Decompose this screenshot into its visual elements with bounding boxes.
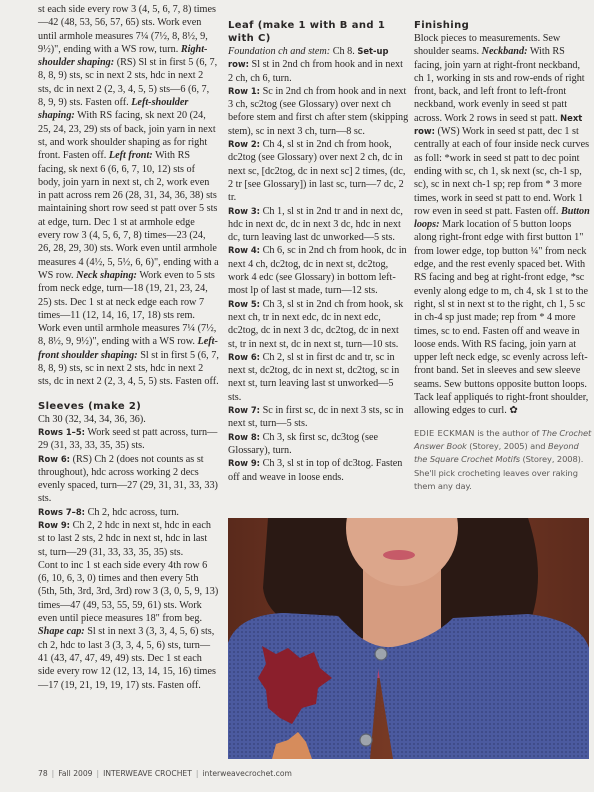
text-run: With RS facing, sk next 6 (6, 6, 7, 10, 12) sts of body, join yarn in next st, ch 2, work even in patt across rem 26 (28, 31, 34, 36, 38) sts maintaining short row seed st patt over 5 sts at edge, turn. Dec 1 st at armhole edge every row 3 (4, 5, 6, 7, 8) times—23 (24, 26, 28, 29, 30) sts. Work even until armhole measures 4 (4½, 5, 5½, 6, 6)", ending with a WS row. [38, 150, 219, 281]
text-run: Ch 4, sl st in 2nd ch from hook, dc2tog (see Glossary) over next 2 ch, dc in next sc, [dc2tog, dc in next sc] 2 times, (dc, 2 tr [see Glossary]) in last sc, turn—7 dc, 2 tr. [228, 139, 406, 204]
text-run: Finishing [414, 20, 470, 31]
instruction-paragraph [228, 298, 409, 351]
step-label: Right-shoulder shaping: [38, 43, 208, 69]
author-bio [414, 427, 592, 493]
text-run: Ch 30 (32, 34, 34, 36, 36). [38, 413, 146, 425]
row-label: Row 8: [228, 431, 261, 442]
text-run: Foundation ch and stem: [228, 46, 331, 57]
text-run: Leaf (make 1 with B and 1 with C) [228, 20, 386, 44]
step-label: Left-shoulder shaping: [38, 97, 189, 122]
row-label: Row 4: [228, 245, 261, 256]
text-run: (WS) Work in seed st patt, dec 1 st centrally at each of four inside neck curves as foll: *work in seed st patt to dec point ending with sc, ch 1, sk next (sc, ch-1 sp, sc), sc in next ch-1 sp; rep from * 3 more times, work in seed st patt to end. Work 1 row even in seed st patt. Fasten off. [414, 126, 590, 217]
row-label: Row 7: [228, 405, 261, 416]
instruction-paragraph [38, 413, 219, 426]
text-run: With RS facing, join yarn at right-front neckband, ch 1, working in sts and row-ends of right front, back, and left front to left-front neckband, work evenly in seed st patt across. Work 2 rows in seed st patt. [414, 46, 585, 124]
text-run: ✿ [509, 405, 518, 417]
text-run: Work seed st patt across, turn—29 (31, 33, 33, 35, 35) sts. [38, 426, 218, 452]
instruction-paragraph [228, 351, 409, 404]
text-run: Ch 3, sk first sc, dc3tog (see Glossary), turn. [228, 431, 379, 456]
text-run: st each side every row 3 (4, 5, 6, 7, 8) times—42 (48, 53, 56, 57, 65) sts. Work even until armhole measures 7¼ (7½, 8, 8½, 9, 9½)", ending with a WS row, turn. [38, 4, 216, 55]
text-run: (Storey, 2008). She'll pick crocheting leaves over raking them any day. [414, 454, 584, 491]
text-run: Work even to 5 sts from neck edge, turn—18 (19, 21, 23, 24, 25) sts. Dec 1 st at neck edge each row 7 times—11 (12, 14, 16, 17, 18) sts rem. Work even until armhole measures 7¼ (7½, 8, 8½, 9, 9½)", ending with a WS row. [38, 269, 217, 348]
instruction-paragraph [228, 45, 409, 85]
instruction-paragraph [414, 32, 592, 418]
instruction-paragraph [228, 205, 409, 245]
page-number: 78 [38, 769, 48, 778]
page-footer [38, 769, 292, 778]
text-run: Ch 2, hdc across, turn. [85, 506, 179, 518]
row-label: Row 3: [228, 205, 261, 216]
step-label: Button loops: [414, 205, 590, 231]
row-label: Rows 7–8: [38, 506, 86, 517]
text-run: Ch 3, sl st in 2nd ch from hook, sk next ch, tr in next edc, dc in next edc, dc2tog, dc in next 3 dc, dc2tog, dc in next st, tr in next st, dc in next st, turn—10 sts. [228, 298, 404, 350]
text-run: Sl st in first 5 (6, 7, 8, 8, 9) sts, sc in next 2 sts, hdc in next 2 sts, dc in next 2 (2, 3, 4, 5, 5) sts. Fasten off. [38, 349, 219, 388]
text-run: Ch 3, sl st in top of dc3tog. Fasten off and weave in loose ends. [228, 458, 403, 483]
row-label: Row 2: [228, 139, 261, 150]
row-label: Row 5: [228, 298, 261, 309]
text-run: Beyond the Square Crochet Motifs [414, 440, 579, 465]
step-label: Shape cap: [38, 626, 85, 638]
instruction-paragraph [38, 506, 219, 519]
magazine-name: INTERWEAVE CROCHET [103, 769, 192, 778]
text-run: (Storey, 2005) and [466, 440, 548, 451]
instruction-paragraph [38, 426, 219, 453]
column-right [414, 19, 592, 493]
text-run: Ch 8. [330, 46, 358, 57]
text-run: Sl st in next 3 (3, 3, 4, 5, 6) sts, ch 2, hdc to last 3 (3, 3, 4, 5, 6) sts, turn—41 (43, 47, 47, 49, 49) sts. Dec 1 st each side every row 12 (12, 13, 14, 15, 16) times—17 (19, 21, 19, 19, 17) sts. Fasten off. [38, 626, 216, 691]
column-left [38, 3, 219, 692]
lips [383, 550, 415, 560]
instruction-paragraph [228, 138, 409, 204]
text-run: Ch 1, sl st in 2nd tr and in next dc, hdc in next dc, dc in next 3 dc, hdc in next dc, turn leaving last dc unworked—5 sts. [228, 205, 403, 244]
instruction-paragraph [228, 244, 409, 297]
row-label: Row 1: [228, 85, 261, 96]
row-label: Row 9: [228, 458, 261, 469]
step-label: Left front: [108, 150, 153, 162]
instruction-paragraph [228, 404, 409, 431]
text-run: Sc in first sc, dc in next 3 sts, sc in next st, turn—5 sts. [228, 405, 404, 430]
button-top [375, 648, 387, 660]
step-label: Neckband: [481, 46, 528, 58]
text-run: Mark location of 5 button loops along right-front edge with first button 1" from lower edge, top button ¼" from neck edge, and the rest evenly spaced bet. With RS facing and beg at right-front edge, *sc evenly along edge to m, ch 4, sk 1 st to the right, sl st in next st to the right, ch 1, 5 sc in ch-4 sp just made; rep from * 4 more times, sc to end. Fasten off and weave in loose ends. With RS facing, join yarn at upper left neck edge, sc evenly across left-front band. Set in sleeves and sew sleeve seams. Sew buttons opposite button loops. Tack leaf appliqués to right-front shoulder, allowing edges to curl. [414, 219, 589, 417]
text-run: Cont to inc 1 st each side every 4th row 6 (6, 10, 6, 3, 0) times and then every 5th (5th, 5th, 3rd, 3rd, 3rd) row 3 (3, 0, 5, 9, 13) times—47 (49, 53, 55, 59, 61) sts. Work even until piece measures 18" from beg. [38, 559, 219, 625]
instruction-paragraph [228, 85, 409, 138]
text-run: The Crochet Answer Book [414, 427, 592, 451]
text-run: (RS) Sl st in first 5 (6, 7, 8, 8, 9) sts, sc in next 2 sts, hdc in next 2 sts, dc in next 2 (2, 3, 4, 5, 5) sts—6 (6, 7, 8, 9, 9) sts. Fasten off. [38, 57, 218, 109]
row-label: Row 9: [38, 519, 71, 530]
text-run: Ch 6, sc in 2nd ch from hook, dc in next 4 ch, dc2tog, dc in next st, dc2tog, work 4 edc (see Glossary) in bottom left-most lp of last st made, turn—12 sts. [228, 245, 407, 297]
button-bottom [360, 734, 372, 746]
instruction-paragraph [228, 431, 409, 458]
text-run: EDIE ECKMAN [414, 427, 475, 438]
section-heading [228, 19, 409, 45]
text-run: (RS) Ch 2 (does not counts as st throughout), hdc across working 2 decs evenly spaced, turn—27 (29, 31, 31, 33, 33) sts. [38, 453, 218, 505]
instruction-paragraph [38, 453, 219, 506]
instruction-paragraph [38, 519, 219, 559]
row-label: Set-up row: [228, 46, 389, 70]
text-run: Ch 2, 2 hdc in next st, hdc in each st to last 2 sts, 2 hdc in next st, hdc in last st, turn—29 (31, 33, 33, 35, 35) sts. [38, 519, 211, 558]
text-run: Block pieces to measurements. Sew shoulder seams. [414, 33, 561, 58]
cardigan-photo [228, 518, 589, 759]
text-run: Sl st in 2nd ch from hook and in next 2 ch, ch 6, turn. [228, 59, 403, 84]
website: interweavecrochet.com [202, 769, 292, 778]
separator: | [96, 769, 100, 778]
instruction-paragraph [228, 457, 409, 484]
separator: | [51, 769, 55, 778]
text-run: is the author of [474, 427, 542, 438]
column-middle [228, 19, 409, 484]
row-label: Rows 1–5: [38, 426, 86, 437]
step-label: Left-front shoulder shaping: [38, 336, 218, 361]
text-run: Ch 2, sl st in first dc and tr, sc in next st, dc2tog, dc in next st, dc2tog, sc in next st, turn leaving last st unworked—5 sts. [228, 351, 400, 403]
row-label: Row 6: [228, 351, 261, 362]
section-heading [38, 400, 219, 413]
instruction-paragraph [38, 559, 219, 692]
separator: | [195, 769, 199, 778]
text-run: Sleeves (make 2) [38, 400, 142, 412]
text-run: Sc in 2nd ch from hook and in next 3 ch, sc2tog (see Glossary) over next ch before stem and first ch after stem (skipping stem), sc in next 3 ch, turn—8 sc. [228, 85, 409, 137]
text-run: With RS facing, sk next 20 (24, 25, 24, 23, 29) sts of back, join yarn in next st, and work shoulder shaping as for right front. Fasten off. [38, 110, 216, 162]
issue-date: Fall 2009 [58, 769, 93, 778]
row-label: Next row: [414, 112, 583, 137]
row-label: Row 6: [38, 453, 71, 464]
step-label: Neck shaping: [76, 269, 137, 281]
instruction-paragraph [38, 3, 219, 389]
section-heading [414, 19, 592, 32]
